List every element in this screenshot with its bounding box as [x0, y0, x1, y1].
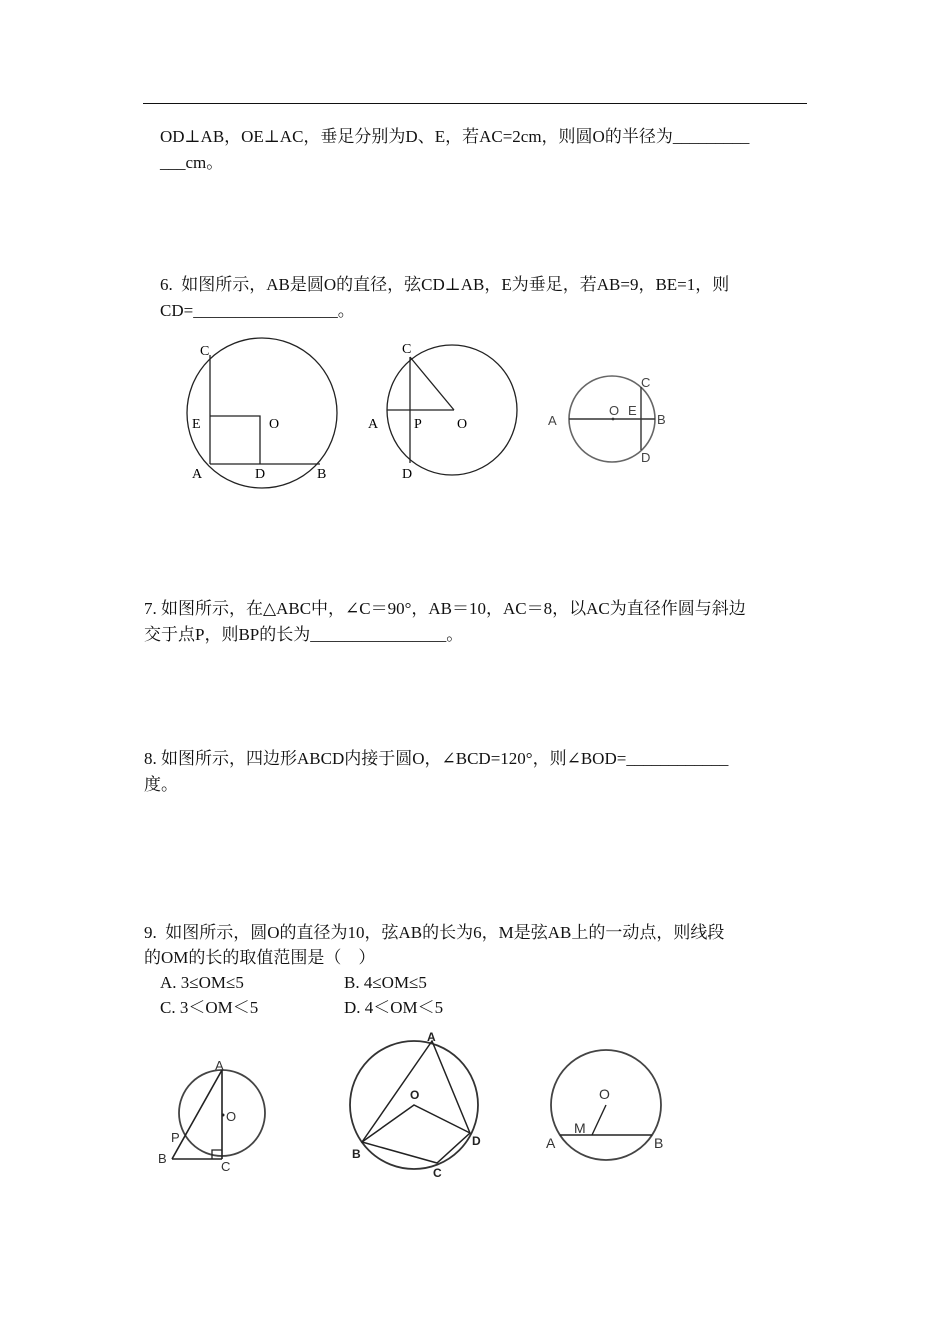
figure-circle-diameter [544, 370, 674, 470]
figure-circle-square [180, 335, 350, 490]
fig1-label-D: D [255, 467, 266, 482]
header-rule [143, 103, 807, 104]
fig1-label-B: B [317, 467, 327, 482]
fig6-label-A: A [546, 1135, 556, 1151]
fig5-label-C: C [433, 1166, 442, 1180]
q9-option-a: A. 3≤OM≤5 [160, 973, 244, 992]
fig2-label-P: P [414, 417, 422, 432]
fig4-label-P: P [171, 1130, 180, 1145]
fig4-label-A: A [215, 1058, 224, 1073]
fig1-label-O: O [269, 417, 280, 432]
q9-option-b: B. 4≤OM≤5 [344, 973, 427, 992]
fig3-label-B: B [657, 412, 666, 427]
fig1-perpendiculars [210, 416, 260, 464]
fig6-segment-OM [592, 1105, 606, 1135]
q8-line-1: 8. 如图所示，四边形ABCD内接于圆O，∠BCD=120°，则∠BOD=____________ [144, 749, 729, 768]
q7-line-2: 交于点P，则BP的长为________________。 [144, 625, 464, 644]
q9-option-c: C. 3＜OM＜5 [160, 998, 259, 1017]
fig5-quadrilateral-ABCD [362, 1041, 470, 1163]
figure-circle-chord [362, 335, 527, 485]
fig4-label-O: O [226, 1109, 237, 1124]
q5-line-1: OD⊥AB，OE⊥AC，垂足分别为D、E，若AC=2cm，则圆O的半径为_________ [160, 127, 750, 146]
fig4-center-dot [222, 1114, 225, 1117]
fig2-radius-OC [410, 357, 454, 410]
fig2-label-D: D [402, 467, 413, 482]
figure-cyclic-quadrilateral [340, 1025, 500, 1185]
fig2-label-A: A [368, 417, 379, 432]
figure-right-triangle-circle [150, 1055, 275, 1175]
fig5-label-D: D [472, 1134, 481, 1148]
fig4-label-B: B [158, 1151, 167, 1166]
q8-line-2: 度。 [144, 775, 178, 794]
fig3-label-O: O [609, 403, 620, 418]
fig6-label-O: O [599, 1086, 610, 1102]
q9-option-d: D. 4＜OM＜5 [344, 998, 444, 1017]
q9-line-2: 的OM的长的取值范围是（ ） [144, 948, 376, 967]
fig5-label-A: A [427, 1030, 436, 1044]
figure-circle-moving-point [540, 1045, 680, 1170]
fig3-center-dot [612, 418, 615, 421]
fig5-label-B: B [352, 1147, 361, 1161]
fig1-label-C: C [200, 344, 210, 359]
fig5-label-O: O [410, 1088, 420, 1102]
q7-line-1: 7. 如图所示，在△ABC中，∠C＝90°，AB＝10，AC＝8，以AC为直径作圆与斜边 [144, 599, 746, 618]
fig3-label-C: C [641, 375, 651, 390]
fig1-label-E: E [192, 417, 201, 432]
q5-line-2: ___cm。 [160, 153, 224, 172]
q6-line-1: 6. 如图所示，AB是圆O的直径，弦CD⊥AB，E为垂足，若AB=9，BE=1，则 [160, 275, 730, 294]
q9-line-1: 9. 如图所示，圆O的直径为10，弦AB的长为6，M是弦AB上的一动点，则线段 [144, 923, 725, 942]
fig6-label-B: B [654, 1135, 664, 1151]
fig4-label-C: C [221, 1159, 231, 1174]
fig3-label-E: E [628, 403, 637, 418]
fig3-label-D: D [641, 450, 651, 465]
fig3-label-A: A [548, 413, 557, 428]
fig2-label-O: O [457, 417, 468, 432]
q6-line-2: CD=_________________。 [160, 301, 355, 320]
fig6-label-M: M [574, 1120, 586, 1136]
fig2-label-C: C [402, 342, 412, 357]
fig1-label-A: A [192, 467, 203, 482]
fig5-radii-OB-OD [362, 1105, 470, 1142]
